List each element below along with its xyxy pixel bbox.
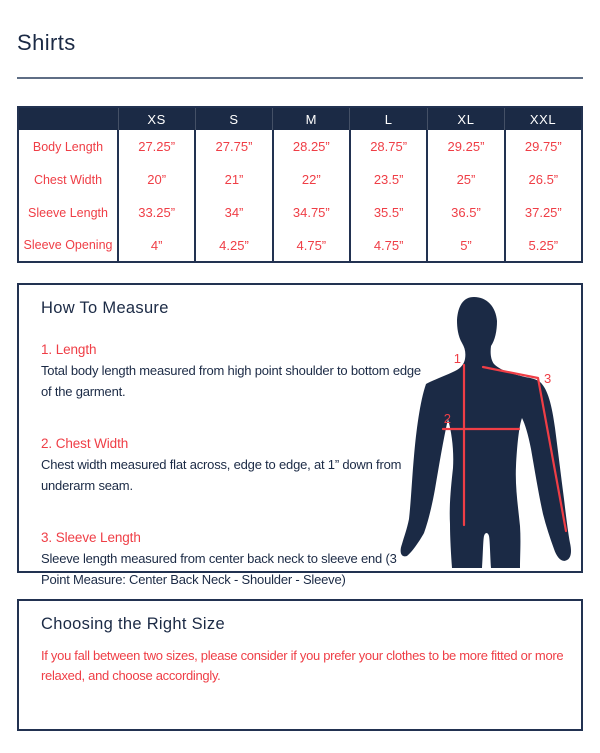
table-row bbox=[18, 196, 582, 229]
size-chart-corner-cell bbox=[18, 107, 118, 130]
measurement-cell: 36.5” bbox=[427, 196, 504, 229]
body-measurement-diagram bbox=[395, 286, 585, 569]
measurement-cell: 25” bbox=[427, 163, 504, 196]
table-row bbox=[18, 130, 582, 163]
measurement-cell: 5” bbox=[427, 229, 504, 262]
measure-step-chest-width bbox=[41, 436, 425, 496]
measurement-cell: 28.25” bbox=[273, 130, 350, 163]
row-label: Sleeve Opening bbox=[18, 229, 118, 262]
measurement-cell: 29.75” bbox=[505, 130, 582, 163]
measurement-cell: 21” bbox=[195, 163, 272, 196]
measurement-cell: 4.75” bbox=[350, 229, 427, 262]
measurement-cell: 5.25” bbox=[505, 229, 582, 262]
measurement-cell: 28.75” bbox=[350, 130, 427, 163]
row-label: Chest Width bbox=[18, 163, 118, 196]
measurement-cell: 37.25” bbox=[505, 196, 582, 229]
measurement-cell: 4” bbox=[118, 229, 195, 262]
step-title: 2. Chest Width bbox=[41, 436, 129, 451]
size-column-header: S bbox=[195, 107, 272, 130]
measurement-cell: 33.25” bbox=[118, 196, 195, 229]
torso-silhouette-icon bbox=[401, 297, 571, 568]
measurement-cell: 4.25” bbox=[195, 229, 272, 262]
size-column-header: L bbox=[350, 107, 427, 130]
diagram-label-3: 3 bbox=[544, 371, 552, 386]
size-column-header: XL bbox=[427, 107, 504, 130]
measurement-cell: 26.5” bbox=[505, 163, 582, 196]
step-description: Total body length measured from high point shoulder to bottom edge of the garment. bbox=[41, 363, 421, 399]
table-row bbox=[18, 163, 582, 196]
step-title: 3. Sleeve Length bbox=[41, 530, 141, 545]
diagram-label-2: 2 bbox=[443, 411, 451, 426]
choosing-size-heading: Choosing the Right Size bbox=[41, 615, 225, 633]
title-divider bbox=[17, 77, 583, 79]
measurement-cell: 34.75” bbox=[273, 196, 350, 229]
measurement-cell: 4.75” bbox=[273, 229, 350, 262]
measure-steps bbox=[41, 342, 425, 590]
how-to-measure-heading: How To Measure bbox=[41, 299, 169, 317]
step-title: 1. Length bbox=[41, 342, 97, 357]
measurement-cell: 35.5” bbox=[350, 196, 427, 229]
measurement-cell: 27.75” bbox=[195, 130, 272, 163]
measurement-cell: 29.25” bbox=[427, 130, 504, 163]
measurement-cell: 34” bbox=[195, 196, 272, 229]
measure-step-sleeve-length bbox=[41, 530, 425, 590]
page-title: Shirts bbox=[17, 30, 76, 55]
size-column-header: XS bbox=[118, 107, 195, 130]
diagram-label-1: 1 bbox=[453, 351, 461, 366]
size-column-header: M bbox=[273, 107, 350, 130]
row-label: Body Length bbox=[18, 130, 118, 163]
measurement-cell: 22” bbox=[273, 163, 350, 196]
measurement-cell: 27.25” bbox=[118, 130, 195, 163]
size-chart-header-row bbox=[18, 107, 582, 130]
step-description: Chest width measured flat across, edge to edge, at 1” down from underarm seam. bbox=[41, 457, 402, 493]
measurement-cell: 23.5” bbox=[350, 163, 427, 196]
step-description: Sleeve length measured from center back neck to sleeve end (3 Point Measure: Center Back Neck - Shoulder - Sleeve) bbox=[41, 551, 397, 587]
table-row bbox=[18, 229, 582, 262]
choosing-size-text: If you fall between two sizes, please consider if you prefer your clothes to be more fitted or more relaxed, and choose accordingly. bbox=[41, 648, 564, 683]
measurement-cell: 20” bbox=[118, 163, 195, 196]
size-column-header: XXL bbox=[505, 107, 582, 130]
choosing-size-section bbox=[17, 599, 583, 731]
row-label: Sleeve Length bbox=[18, 196, 118, 229]
size-chart-table bbox=[17, 106, 583, 263]
measure-step-length bbox=[41, 342, 425, 402]
